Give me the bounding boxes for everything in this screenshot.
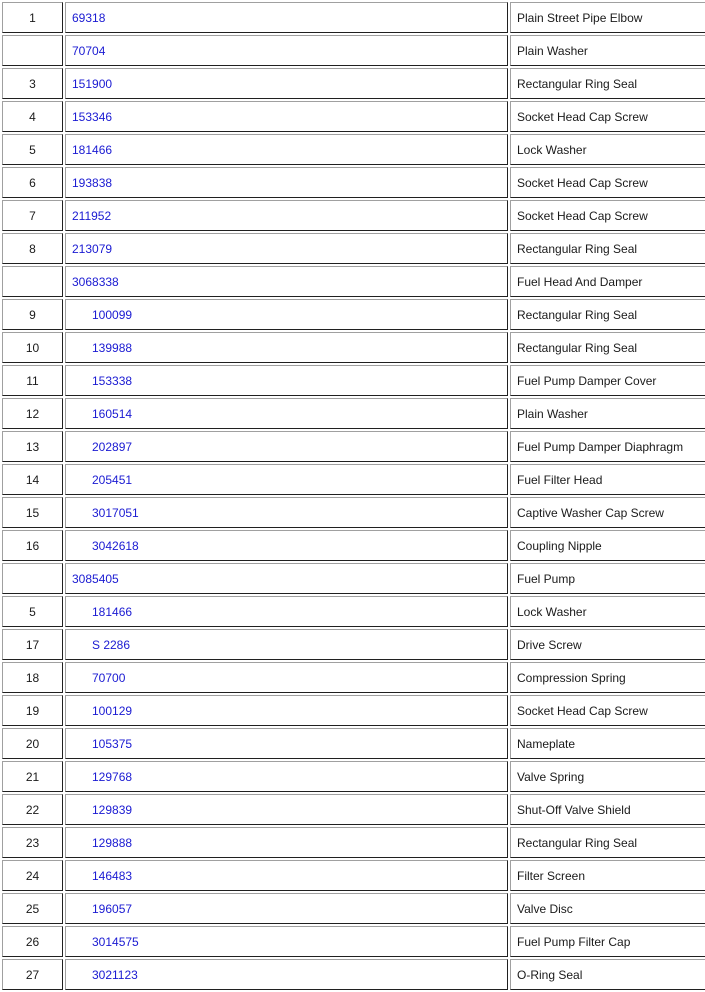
part-number-link[interactable]: 213079 xyxy=(72,241,113,256)
item-number-cell: 20 xyxy=(2,728,63,759)
part-number-cell xyxy=(65,365,508,396)
part-number-cell xyxy=(65,101,508,132)
part-number-link[interactable]: 181466 xyxy=(92,604,133,619)
part-number-link[interactable]: 129888 xyxy=(92,835,133,850)
part-number-link[interactable]: 100099 xyxy=(92,307,133,322)
item-number-cell: 7 xyxy=(2,200,63,231)
table-row xyxy=(2,266,705,297)
part-description-cell: Lock Washer xyxy=(510,134,705,165)
table-row xyxy=(2,893,705,924)
item-number-cell: 14 xyxy=(2,464,63,495)
part-description-cell: Lock Washer xyxy=(510,596,705,627)
part-number-link[interactable]: 3068338 xyxy=(72,274,119,289)
item-number-cell: 10 xyxy=(2,332,63,363)
part-number-cell xyxy=(65,728,508,759)
part-description-cell: Fuel Pump Filter Cap xyxy=(510,926,705,957)
table-row xyxy=(2,629,705,660)
table-row xyxy=(2,761,705,792)
part-number-cell xyxy=(65,167,508,198)
item-number-cell xyxy=(2,266,63,297)
table-row xyxy=(2,200,705,231)
part-number-link[interactable]: 211952 xyxy=(72,208,112,223)
part-number-cell xyxy=(65,332,508,363)
part-description-cell: Fuel Filter Head xyxy=(510,464,705,495)
part-number-link[interactable]: S 2286 xyxy=(92,637,131,652)
part-number-link[interactable]: 160514 xyxy=(92,406,133,421)
part-description-cell: Coupling Nipple xyxy=(510,530,705,561)
part-number-cell xyxy=(65,893,508,924)
table-row xyxy=(2,530,705,561)
item-number-cell: 5 xyxy=(2,134,63,165)
item-number-cell: 1 xyxy=(2,2,63,33)
part-number-link[interactable]: 3021123 xyxy=(92,967,138,982)
part-description-cell: Socket Head Cap Screw xyxy=(510,101,705,132)
table-row xyxy=(2,926,705,957)
part-description-cell: Socket Head Cap Screw xyxy=(510,167,705,198)
table-row xyxy=(2,596,705,627)
table-row xyxy=(2,431,705,462)
table-row xyxy=(2,794,705,825)
part-number-cell xyxy=(65,596,508,627)
table-row xyxy=(2,365,705,396)
part-number-cell xyxy=(65,398,508,429)
part-number-cell xyxy=(65,926,508,957)
item-number-cell: 19 xyxy=(2,695,63,726)
table-row xyxy=(2,959,705,990)
part-number-cell xyxy=(65,662,508,693)
part-number-cell xyxy=(65,827,508,858)
part-number-link[interactable]: 3042618 xyxy=(92,538,139,553)
part-number-link[interactable]: 181466 xyxy=(72,142,113,157)
item-number-cell: 11 xyxy=(2,365,63,396)
table-row xyxy=(2,299,705,330)
part-number-cell xyxy=(65,431,508,462)
part-number-link[interactable]: 69318 xyxy=(72,10,106,25)
table-row xyxy=(2,2,705,33)
part-number-cell xyxy=(65,563,508,594)
part-number-link[interactable]: 153346 xyxy=(72,109,113,124)
part-number-cell xyxy=(65,629,508,660)
part-number-cell xyxy=(65,794,508,825)
part-number-link[interactable]: 146483 xyxy=(92,868,133,883)
table-row xyxy=(2,695,705,726)
part-number-cell xyxy=(65,68,508,99)
part-description-cell: Rectangular Ring Seal xyxy=(510,233,705,264)
table-row xyxy=(2,134,705,165)
item-number-cell: 27 xyxy=(2,959,63,990)
part-description-cell: Plain Washer xyxy=(510,35,705,66)
part-number-cell xyxy=(65,761,508,792)
item-number-cell: 3 xyxy=(2,68,63,99)
part-number-cell xyxy=(65,299,508,330)
item-number-cell: 26 xyxy=(2,926,63,957)
part-number-link[interactable]: 139988 xyxy=(92,340,133,355)
table-row xyxy=(2,68,705,99)
item-number-cell: 21 xyxy=(2,761,63,792)
part-number-cell xyxy=(65,464,508,495)
part-number-link[interactable]: 70704 xyxy=(72,43,106,58)
table-row xyxy=(2,35,705,66)
table-row xyxy=(2,662,705,693)
part-number-link[interactable]: 196057 xyxy=(92,901,133,916)
table-row xyxy=(2,101,705,132)
item-number-cell xyxy=(2,563,63,594)
table-row xyxy=(2,563,705,594)
part-number-cell xyxy=(65,959,508,990)
item-number-cell: 8 xyxy=(2,233,63,264)
part-description-cell: Compression Spring xyxy=(510,662,705,693)
item-number-cell xyxy=(2,35,63,66)
part-number-link[interactable]: 70700 xyxy=(92,670,126,685)
item-number-cell: 18 xyxy=(2,662,63,693)
table-row xyxy=(2,827,705,858)
part-description-cell: Valve Spring xyxy=(510,761,705,792)
part-number-link[interactable]: 193838 xyxy=(72,175,113,190)
table-row xyxy=(2,332,705,363)
part-description-cell: Rectangular Ring Seal xyxy=(510,68,705,99)
part-description-cell: O-Ring Seal xyxy=(510,959,705,990)
item-number-cell: 9 xyxy=(2,299,63,330)
item-number-cell: 22 xyxy=(2,794,63,825)
part-description-cell: Rectangular Ring Seal xyxy=(510,299,705,330)
part-description-cell: Plain Washer xyxy=(510,398,705,429)
part-number-link[interactable]: 153338 xyxy=(92,373,133,388)
item-number-cell: 13 xyxy=(2,431,63,462)
part-description-cell: Nameplate xyxy=(510,728,705,759)
item-number-cell: 23 xyxy=(2,827,63,858)
part-number-cell xyxy=(65,695,508,726)
part-description-cell: Fuel Pump Damper Cover xyxy=(510,365,705,396)
table-row xyxy=(2,398,705,429)
item-number-cell: 6 xyxy=(2,167,63,198)
table-row xyxy=(2,728,705,759)
part-description-cell: Fuel Pump Damper Diaphragm xyxy=(510,431,705,462)
item-number-cell: 17 xyxy=(2,629,63,660)
part-number-cell xyxy=(65,2,508,33)
part-description-cell: Fuel Pump xyxy=(510,563,705,594)
part-number-cell xyxy=(65,35,508,66)
item-number-cell: 5 xyxy=(2,596,63,627)
part-number-link[interactable]: 129768 xyxy=(92,769,133,784)
item-number-cell: 12 xyxy=(2,398,63,429)
item-number-cell: 15 xyxy=(2,497,63,528)
part-description-cell: Rectangular Ring Seal xyxy=(510,827,705,858)
part-number-link[interactable]: 129839 xyxy=(92,802,133,817)
parts-table-body xyxy=(2,2,705,990)
part-description-cell: Socket Head Cap Screw xyxy=(510,200,705,231)
part-description-cell: Plain Street Pipe Elbow xyxy=(510,2,705,33)
part-number-cell xyxy=(65,134,508,165)
table-row xyxy=(2,167,705,198)
part-number-cell xyxy=(65,233,508,264)
part-description-cell: Socket Head Cap Screw xyxy=(510,695,705,726)
part-number-link[interactable]: 151900 xyxy=(72,76,113,91)
part-number-link[interactable]: 3014575 xyxy=(92,934,139,949)
part-number-link[interactable]: 3017051 xyxy=(92,505,139,520)
item-number-cell: 24 xyxy=(2,860,63,891)
item-number-cell: 25 xyxy=(2,893,63,924)
part-number-link[interactable]: 205451 xyxy=(92,472,133,487)
table-row xyxy=(2,497,705,528)
part-number-cell xyxy=(65,530,508,561)
part-number-cell xyxy=(65,860,508,891)
item-number-cell: 4 xyxy=(2,101,63,132)
table-row xyxy=(2,860,705,891)
part-number-cell xyxy=(65,266,508,297)
table-row xyxy=(2,464,705,495)
part-description-cell: Shut-Off Valve Shield xyxy=(510,794,705,825)
part-number-cell xyxy=(65,200,508,231)
part-number-cell xyxy=(65,497,508,528)
item-number-cell: 16 xyxy=(2,530,63,561)
part-description-cell: Drive Screw xyxy=(510,629,705,660)
table-row xyxy=(2,233,705,264)
part-number-link[interactable]: 202897 xyxy=(92,439,133,454)
part-description-cell: Rectangular Ring Seal xyxy=(510,332,705,363)
part-description-cell: Filter Screen xyxy=(510,860,705,891)
part-description-cell: Fuel Head And Damper xyxy=(510,266,705,297)
part-description-cell: Captive Washer Cap Screw xyxy=(510,497,705,528)
part-number-link[interactable]: 100129 xyxy=(92,703,133,718)
part-number-link[interactable]: 105375 xyxy=(92,736,133,751)
part-number-link[interactable]: 3085405 xyxy=(72,571,119,586)
part-description-cell: Valve Disc xyxy=(510,893,705,924)
